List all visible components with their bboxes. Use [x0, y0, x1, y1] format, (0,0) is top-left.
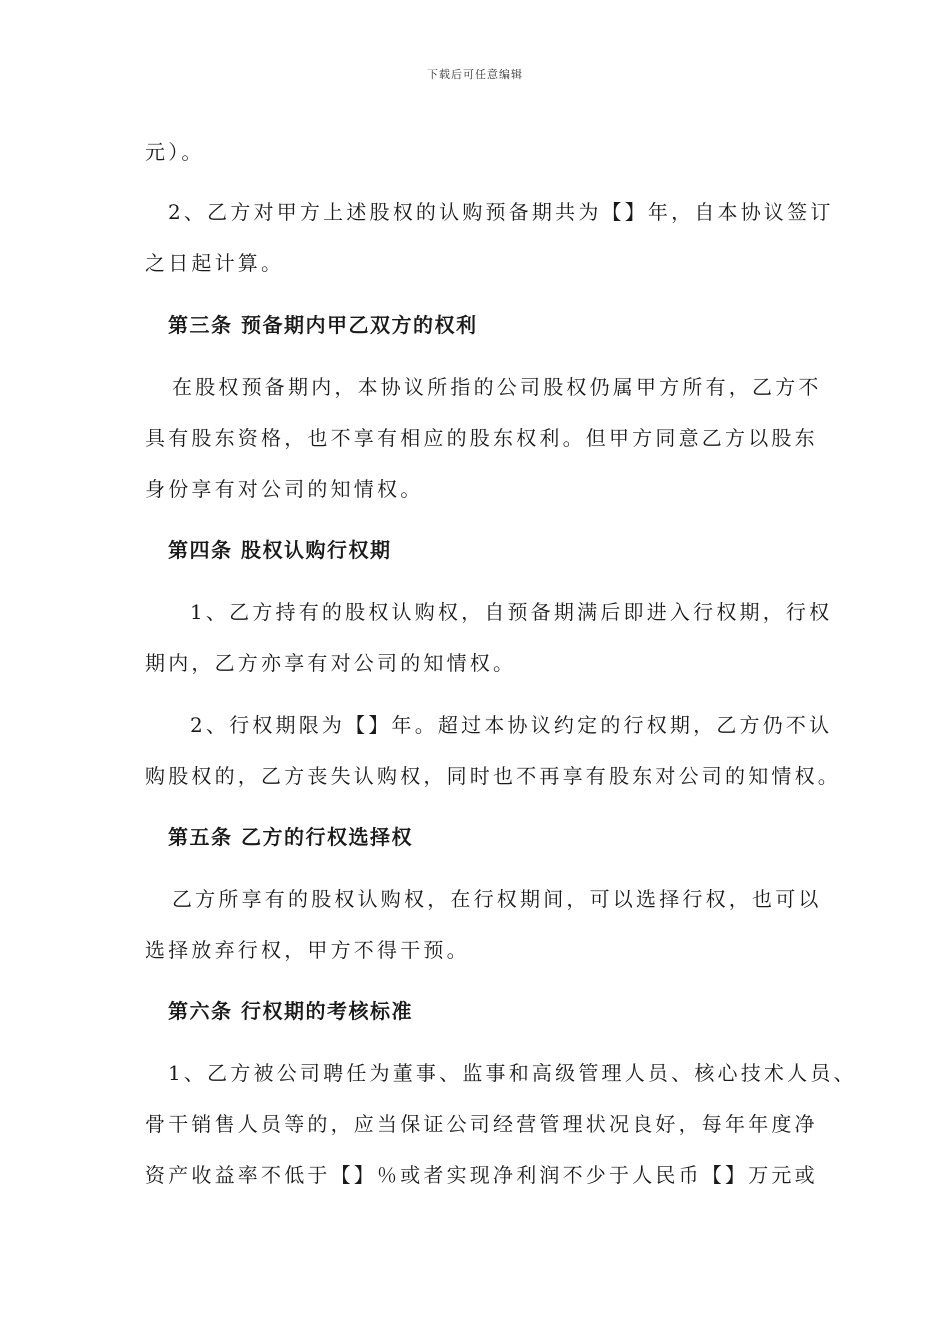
section-heading-article-5: 第五条 乙方的行权选择权: [168, 825, 413, 849]
paragraph-line: 2、行权期限为【】年。超过本协议约定的行权期，乙方仍不认: [190, 713, 833, 737]
paragraph-line: 之日起计算。: [145, 251, 285, 275]
section-heading-article-6: 第六条 行权期的考核标准: [168, 999, 413, 1023]
paragraph-line: 1、乙方被公司聘任为董事、监事和高级管理人员、核心技术人员、: [168, 1061, 857, 1085]
page-header: 下载后可任意编辑: [427, 68, 523, 81]
section-heading-article-3: 第三条 预备期内甲乙双方的权利: [168, 313, 478, 337]
paragraph-line: 购股权的，乙方丧失认购权，同时也不再享有股东对公司的知情权。: [145, 764, 841, 788]
paragraph-line: 在股权预备期内，本协议所指的公司股权仍属甲方所有，乙方不: [172, 375, 822, 399]
paragraph-line: 身份享有对公司的知情权。: [145, 477, 424, 501]
paragraph-line: 资产收益率不低于【】％或者实现净利润不少于人民币【】万元或: [145, 1163, 818, 1187]
paragraph-line: 具有股东资格，也不享有相应的股东权利。但甲方同意乙方以股东: [145, 426, 818, 450]
paragraph-line: 期内，乙方亦享有对公司的知情权。: [145, 651, 517, 675]
paragraph-line: 选择放弃行权，甲方不得干预。: [145, 938, 470, 962]
paragraph-line: 元）。: [145, 140, 205, 164]
section-heading-article-4: 第四条 股权认购行权期: [168, 538, 392, 562]
paragraph-line: 乙方所享有的股权认购权，在行权期间，可以选择行权，也可以: [172, 887, 822, 911]
paragraph-line: 2、乙方对甲方上述股权的认购预备期共为【】年，自本协议签订: [168, 200, 834, 224]
paragraph-line: 1、乙方持有的股权认购权，自预备期满后即进入行权期，行权: [190, 600, 833, 624]
paragraph-line: 骨干销售人员等的，应当保证公司经营管理状况良好，每年年度净: [145, 1112, 818, 1136]
